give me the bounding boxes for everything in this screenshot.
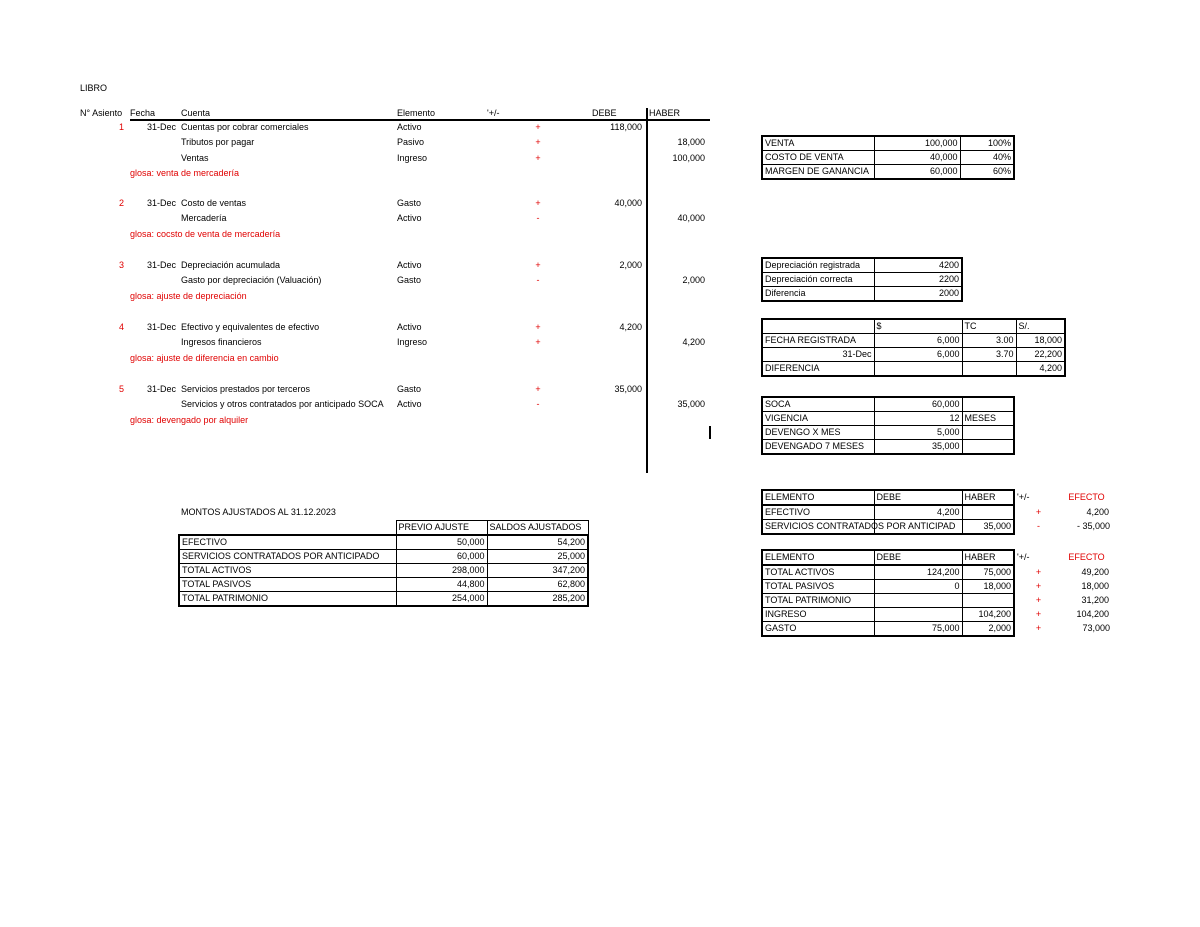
table-row <box>179 578 588 592</box>
table-cell: Depreciación correcta <box>762 273 874 287</box>
table-cell: DIFERENCIA <box>762 362 874 377</box>
table-cell: - 35,000 <box>1076 521 1110 532</box>
table-header-row <box>762 490 1112 505</box>
table-row <box>762 258 962 273</box>
element-type: Activo <box>397 260 422 270</box>
table-cell <box>962 594 1014 608</box>
debe-amount: 118,000 <box>610 122 642 132</box>
element-type: Gasto <box>397 275 422 286</box>
column-header: S/. <box>1016 319 1065 334</box>
table-cell: 50,000 <box>396 535 487 550</box>
element-type: Activo <box>397 399 422 410</box>
entry-date: 31-Dec <box>147 384 177 394</box>
efecto-table-1 <box>761 489 1113 535</box>
table-cell: 6,000 <box>874 348 962 362</box>
table-cell: MESES <box>962 412 1014 426</box>
table-cell: + <box>1035 623 1042 634</box>
table-cell: 49,200 <box>1081 566 1109 577</box>
haber-amount: 35,000 <box>677 399 705 410</box>
table-cell: TOTAL PASIVOS <box>179 578 396 592</box>
table-row <box>762 622 1112 637</box>
table-row <box>762 273 962 287</box>
column-header: '+/- <box>1014 490 1062 505</box>
debe-amount: 4,200 <box>619 322 642 332</box>
cursor-marker <box>709 426 711 439</box>
entry-number: 5 <box>119 384 125 394</box>
table-cell: 60% <box>960 165 1014 180</box>
column-header: PREVIO AJUSTE <box>396 521 487 536</box>
table-cell: 104,200 <box>1076 609 1109 619</box>
column-header: ELEMENTO <box>762 490 874 505</box>
sign-marker: - <box>536 275 540 286</box>
table-cell: Depreciación registrada <box>762 258 874 273</box>
table-cell: 2,000 <box>962 622 1014 637</box>
table-cell: DEVENGADO 7 MESES <box>762 440 874 455</box>
account-name: Efectivo y equivalentes de efectivo <box>181 322 320 332</box>
sign-marker: + <box>535 384 541 394</box>
entry-number: 2 <box>119 198 125 208</box>
sign-marker: + <box>535 198 541 208</box>
journal-header-rule <box>130 119 710 121</box>
depreciation-table <box>761 257 963 302</box>
table-cell: EFECTIVO <box>179 535 396 550</box>
entry-glosa: glosa: venta de mercadería <box>130 168 240 179</box>
header-haber: HABER <box>649 108 681 118</box>
table-cell: 35,000 <box>874 440 962 455</box>
table-cell: 12 <box>874 412 962 426</box>
table-cell: 298,000 <box>396 564 487 578</box>
table-row <box>179 592 588 607</box>
entry-number: 4 <box>119 322 125 332</box>
account-name: Ventas <box>181 152 209 163</box>
table-cell: 60,000 <box>874 165 960 180</box>
entry-glosa: glosa: ajuste de diferencia en cambio <box>130 352 279 363</box>
table-row <box>762 334 1065 348</box>
table-header-row <box>762 550 1112 565</box>
entry-glosa: glosa: devengado por alquiler <box>130 414 249 425</box>
column-header <box>179 521 396 536</box>
table-cell: TOTAL ACTIVOS <box>762 565 874 580</box>
table-cell: MARGEN DE GANANCIA <box>762 165 874 180</box>
table-cell: 54,200 <box>487 535 588 550</box>
header-signo: '+/- <box>487 108 500 118</box>
table-cell: TOTAL PATRIMONIO <box>762 594 874 608</box>
entry-date: 31-Dec <box>147 198 177 208</box>
column-header: TC <box>962 319 1016 334</box>
account-name: Costo de ventas <box>181 198 247 208</box>
entry-glosa: glosa: ajuste de depreciación <box>130 290 247 301</box>
table-cell: 25,000 <box>487 550 588 564</box>
table-cell <box>874 594 962 608</box>
sign-marker: + <box>535 122 541 132</box>
table-cell: VIGENCIA <box>762 412 874 426</box>
sign-marker: - <box>536 213 540 224</box>
column-header <box>762 319 874 334</box>
table-row <box>762 440 1014 455</box>
table-cell: 18,000 <box>1016 334 1065 348</box>
table-cell: 18,000 <box>1081 581 1109 591</box>
table-cell: 5,000 <box>874 426 962 440</box>
table-cell: 124,200 <box>874 565 962 580</box>
table-cell: 40% <box>960 151 1014 165</box>
table-cell: TOTAL ACTIVOS <box>179 564 396 578</box>
table-cell <box>962 362 1016 377</box>
table-row <box>762 426 1014 440</box>
header-fecha: Fecha <box>130 108 156 118</box>
element-type: Ingreso <box>397 152 428 163</box>
table-row <box>762 287 962 302</box>
table-cell: 4,200 <box>874 505 962 520</box>
table-cell: 100% <box>960 136 1014 151</box>
column-header: DEBE <box>874 490 962 505</box>
table-row <box>762 397 1014 412</box>
entry-date: 31-Dec <box>147 122 177 132</box>
table-cell: 100,000 <box>874 136 960 151</box>
table-cell: 40,000 <box>874 151 960 165</box>
montos-title: MONTOS AJUSTADOS AL 31.12.2023 <box>181 507 336 517</box>
table-row <box>762 412 1014 426</box>
table-cell: 4,200 <box>1016 362 1065 377</box>
table-cell: + <box>1035 595 1042 605</box>
haber-amount: 18,000 <box>677 137 705 148</box>
table-cell: 44,800 <box>396 578 487 592</box>
column-header: EFECTO <box>1068 492 1105 502</box>
element-type: Ingreso <box>397 337 428 348</box>
table-cell: TOTAL PASIVOS <box>762 580 874 594</box>
table-cell <box>962 426 1014 440</box>
column-header: DEBE <box>874 550 962 565</box>
table-cell: 254,000 <box>396 592 487 607</box>
account-name: Tributos por pagar <box>181 137 255 148</box>
table-row <box>762 136 1014 151</box>
table-cell: 62,800 <box>487 578 588 592</box>
column-header: SALDOS AJUSTADOS <box>487 521 588 536</box>
table-cell: 22,200 <box>1016 348 1065 362</box>
sign-marker: + <box>535 152 541 163</box>
debe-amount: 2,000 <box>619 260 642 270</box>
table-cell <box>962 397 1014 412</box>
table-cell: 4200 <box>874 258 962 273</box>
table-row <box>179 535 588 550</box>
table-cell: 285,200 <box>487 592 588 607</box>
table-cell: 3.70 <box>962 348 1016 362</box>
table-cell: 347,200 <box>487 564 588 578</box>
table-cell: 75,000 <box>962 565 1014 580</box>
table-cell: SERVICIOS CONTRATADOS POR ANTICIPAD <box>762 520 874 535</box>
table-cell: 6,000 <box>874 334 962 348</box>
soca-table <box>761 396 1015 455</box>
venta-table <box>761 135 1015 180</box>
haber-amount: 40,000 <box>677 213 705 224</box>
table-cell: 60,000 <box>874 397 962 412</box>
sign-marker: + <box>535 337 541 348</box>
table-cell: 31-Dec <box>762 348 874 362</box>
table-row <box>762 348 1065 362</box>
table-header-row <box>179 521 588 536</box>
account-name: Ingresos financieros <box>181 337 262 348</box>
table-cell: + <box>1035 609 1042 619</box>
account-name: Servicios y otros contratados por anticipado SOCA <box>181 399 384 410</box>
column-header: ELEMENTO <box>762 550 874 565</box>
exchange-rate-table <box>761 318 1066 377</box>
table-cell <box>962 505 1014 520</box>
element-type: Pasivo <box>397 137 425 148</box>
header-debe: DEBE <box>592 108 617 118</box>
table-header-row <box>762 319 1065 334</box>
table-cell: COSTO DE VENTA <box>762 151 874 165</box>
table-cell: - <box>1037 521 1040 532</box>
table-cell: FECHA REGISTRADA <box>762 334 874 348</box>
account-name: Depreciación acumulada <box>181 260 281 270</box>
table-row <box>762 362 1065 377</box>
table-cell: 104,200 <box>962 608 1014 622</box>
entry-glosa: glosa: cocsto de venta de mercadería <box>130 228 281 239</box>
table-cell: 2000 <box>874 287 962 302</box>
table-cell: 60,000 <box>396 550 487 564</box>
header-elemento: Elemento <box>397 108 436 118</box>
column-header: HABER <box>962 550 1014 565</box>
haber-amount: 100,000 <box>672 152 705 163</box>
table-cell: + <box>1035 581 1042 591</box>
table-cell: SOCA <box>762 397 874 412</box>
table-row <box>762 580 1112 594</box>
column-header: EFECTO <box>1068 552 1105 562</box>
table-cell: 18,000 <box>962 580 1014 594</box>
table-cell: VENTA <box>762 136 874 151</box>
table-cell: TOTAL PATRIMONIO <box>179 592 396 607</box>
sign-marker: - <box>536 399 540 410</box>
table-cell: 73,000 <box>1082 623 1110 634</box>
table-cell <box>962 440 1014 455</box>
table-row <box>762 505 1112 520</box>
table-cell <box>874 362 962 377</box>
table-cell: 0 <box>874 580 962 594</box>
table-row <box>762 594 1112 608</box>
sign-marker: + <box>535 137 541 148</box>
element-type: Gasto <box>397 198 422 208</box>
table-row <box>762 608 1112 622</box>
sign-marker: + <box>535 260 541 270</box>
table-cell: SERVICIOS CONTRATADOS POR ANTICIPADO <box>179 550 396 564</box>
account-name: Gasto por depreciación (Valuación) <box>181 275 322 286</box>
table-row <box>762 165 1014 180</box>
table-cell: EFECTIVO <box>762 505 874 520</box>
table-row <box>179 550 588 564</box>
column-header: '+/- <box>1014 550 1062 565</box>
account-name: Servicios prestados por terceros <box>181 384 311 394</box>
montos-table <box>178 520 589 607</box>
table-cell: INGRESO <box>762 608 874 622</box>
table-cell: 35,000 <box>962 520 1014 535</box>
table-cell: DEVENGO X MES <box>762 426 874 440</box>
column-header: $ <box>874 319 962 334</box>
table-cell: 75,000 <box>874 622 962 637</box>
table-cell: 2200 <box>874 273 962 287</box>
element-type: Activo <box>397 213 422 224</box>
table-cell: + <box>1035 506 1042 517</box>
table-row <box>762 520 1112 535</box>
efecto-table-2 <box>761 549 1113 637</box>
element-type: Gasto <box>397 384 422 394</box>
entry-date: 31-Dec <box>147 260 177 270</box>
entry-date: 31-Dec <box>147 322 177 332</box>
entry-number: 1 <box>119 122 125 132</box>
table-cell: 3.00 <box>962 334 1016 348</box>
table-cell: GASTO <box>762 622 874 637</box>
table-cell: + <box>1035 566 1042 577</box>
header-asiento: N° Asiento <box>80 108 123 118</box>
account-name: Cuentas por cobrar comerciales <box>181 122 309 132</box>
table-cell: Diferencia <box>762 287 874 302</box>
haber-amount: 2,000 <box>682 275 705 286</box>
table-row <box>762 565 1112 580</box>
header-cuenta: Cuenta <box>181 108 211 118</box>
table-cell: 31,200 <box>1081 595 1109 605</box>
account-name: Mercadería <box>181 213 227 224</box>
debe-amount: 40,000 <box>614 198 642 208</box>
column-header: HABER <box>962 490 1014 505</box>
debe-amount: 35,000 <box>614 384 642 394</box>
table-row <box>179 564 588 578</box>
table-cell: 4,200 <box>1086 506 1109 517</box>
entry-number: 3 <box>119 260 125 270</box>
haber-amount: 4,200 <box>682 337 705 348</box>
page-title: LIBRO <box>80 83 108 93</box>
table-row <box>762 151 1014 165</box>
table-cell <box>874 608 962 622</box>
sign-marker: + <box>535 322 541 332</box>
element-type: Activo <box>397 122 422 132</box>
element-type: Activo <box>397 322 422 332</box>
